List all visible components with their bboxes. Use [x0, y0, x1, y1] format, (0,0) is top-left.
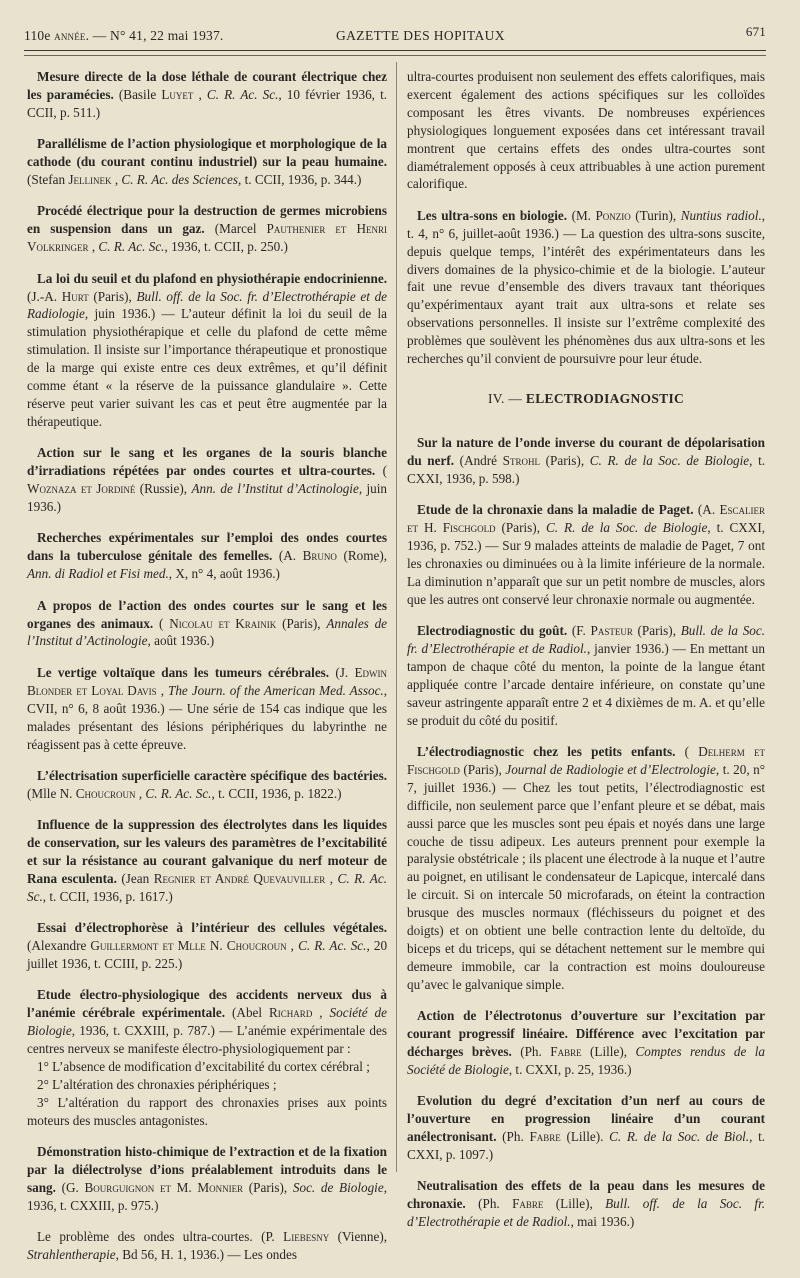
entry-title: Le vertige voltaïque dans les tumeurs cérébrales.: [37, 664, 330, 680]
entries-after-section: [407, 434, 765, 1231]
entry-pre: (Abel: [232, 1005, 263, 1021]
entry-authors: Choucroun: [75, 785, 136, 801]
bibliography-entry: [407, 1092, 765, 1164]
entry-pre: (J.: [335, 664, 349, 680]
entry-title: A propos de l’action des ondes courtes sur le sang et les organes des animaux.: [27, 597, 387, 631]
entry-journal: C. R. de la Soc. de Biologie: [545, 520, 708, 536]
entry-pre: (: [684, 744, 690, 759]
entry-rest: , t. CXXI, p. 1097.): [407, 1129, 766, 1163]
entry-affiliation: (Paris),: [463, 761, 502, 777]
entry-authors: Fabre: [550, 1044, 582, 1059]
entry-authors: Strohl: [502, 452, 541, 468]
entry-authors: Edwin Blonder et Loyal Davis: [27, 664, 388, 698]
entry-rest: , t. 4, n° 6, juillet-août 1936.) — La question des ultra-sons suscite, depuis quelque temps, l’intérêt des expérimentateurs dans les divers domaines de la physico-chimie et de la biologie. L’auteur fait une revue d’ensemble des divers travaux tant théoriques qu’expérimentaux ayant trait aux ultra-sons et relate ses observations personnelles. Il insiste sur l’extrême complexité des problèmes que soulèvent les phénomènes dus aux ultra-sons et les recherches qu’il convient de poursuivre pour leur étude.: [407, 207, 766, 367]
running-header: [24, 22, 766, 51]
entry-journal: C. R. Ac. Sc.: [298, 938, 367, 954]
entry-title: Action de l’électrotonus d’ouverture sur l’excitation par courant progressif linéaire. Différence avec l’excitation par décharges brèves.: [407, 1008, 765, 1059]
entry-journal: Comptes rendus de la Société de Biologie: [407, 1044, 766, 1077]
entry-rest: , janvier 1936.) — En mettant un tampon de chaque côté du menton, la pointe de la langue étant appliquée contre l’arcade dentaire inférieure, on constate qu’une saveur astringente apparaît entre 2 et 4 dixièmes de m. A. et qu’elle se produit du côté du positif.: [407, 640, 765, 728]
bibliography-entry: [27, 816, 387, 906]
bibliography-entry: [27, 919, 387, 973]
entry-journal: C. R. Ac. Sc.: [145, 785, 212, 801]
entry-rest: , t. CXXI, 1936, p. 598.): [407, 452, 766, 486]
right-column: [407, 68, 765, 1245]
bibliography-entry: [407, 207, 765, 368]
entry-pre: (Basile: [118, 86, 157, 102]
entry-journal: Ann. de l’Institut d’Actinologie: [191, 481, 359, 497]
issue-date: — N° 41, 22 mai 1937.: [92, 28, 224, 43]
bibliography-entry: [407, 622, 765, 729]
entry-affiliation: (Paris),: [282, 615, 321, 631]
entries-before-section: [407, 207, 765, 368]
issue-line: [24, 28, 224, 44]
bibliography-entry: [27, 1228, 387, 1264]
entry-title: Sur la nature de l’onde inverse du courant de dépolarisation du nerf.: [407, 434, 765, 468]
entry-pre: (Ph.: [502, 1129, 524, 1145]
entry-pre: (M.: [571, 207, 591, 223]
bibliography-entry: [27, 767, 387, 803]
bibliography-entry: [27, 135, 387, 189]
enumerated-item: 3° L’altération du rapport des chronaxies prises aux points moteurs des muscles antagonistes.: [27, 1094, 387, 1128]
bibliography-entry: [27, 202, 387, 256]
entry-affiliation: (Paris),: [545, 452, 585, 468]
entry-journal: Journal de Radiologie et d’Electrologie: [505, 761, 716, 777]
entry-pre: (Ph.: [478, 1196, 500, 1212]
entry-title: Action sur le sang et les organes de la souris blanche d’irradiations répétées par ondes courtes et ultra-courtes.: [27, 445, 387, 479]
entry-journal: Bull. off. de la Soc. fr. d’Electrothérapie et de Radiol.: [407, 1196, 766, 1230]
year-word: année.: [54, 28, 90, 43]
entry-journal: The Journ. of the American Med. Assoc.: [167, 682, 384, 698]
bibliography-entry: [407, 743, 765, 994]
entry-journal: Annales de l’Institut d’Actinologie: [27, 615, 388, 649]
entry-pre: (G.: [61, 1180, 79, 1196]
entry-journal: Strahlentherapie: [27, 1247, 116, 1263]
entry-pre: (: [159, 615, 164, 631]
entry-rest: , t. CCII, 1936, p. 1617.): [42, 888, 173, 904]
entry-affiliation: (Paris),: [93, 288, 132, 304]
section-number: IV. —: [487, 391, 523, 406]
entry-rest: , août 1936.): [147, 633, 215, 649]
entry-title: Les ultra-sons en biologie.: [417, 207, 568, 223]
entry-affiliation: ,: [290, 938, 294, 954]
entry-affiliation: ,: [114, 172, 119, 188]
bibliography-entry: [27, 664, 387, 754]
bibliography-entry: [407, 501, 765, 608]
page-number: 671: [745, 24, 766, 39]
bibliography-entry: [27, 986, 387, 1058]
entry-affiliation: ,: [329, 870, 334, 886]
entry-journal: Ann. di Radiol et Fisi med.: [27, 566, 169, 582]
entry-journal: C. R. Ac. Sc.: [206, 86, 279, 102]
left-column: [27, 68, 387, 1278]
journal-title: GAZETTE DES HOPITAUX: [336, 28, 505, 43]
entry-affiliation: (Turin),: [635, 207, 677, 223]
entry-authors: Regnier et André Quevauviller: [153, 870, 326, 886]
continued-text: ultra-courtes produisent non seulement des effets calorifiques, mais exercent également des actions spécifiques sur les colloïdes composant les êtres vivants. De nombreuses expériences physiologiques longuement exposées dans cet intéressant travail montrent que certains effets des ondes ultra-courtes sont diamétralement opposés à ceux attribuables à une action purement calorifique.: [407, 69, 765, 192]
entry-rest: , 10 février 1936, t. CCII, p. 511.): [27, 86, 388, 120]
entry-rest: , 1936, t. CXXIII, p. 787.) — L’anémie expérimentale des centres nerveux se manifeste électro-physiologiquement par :: [27, 1023, 387, 1057]
bibliography-entry: [27, 1143, 387, 1215]
entry-affiliation: (Lille).: [566, 1129, 604, 1145]
entry-rest: , juin 1936.) — L’auteur définit la loi du seuil de la stimulation physiothérapique et celle du plafond de cette même stimulation. Il insiste sur l’importance thérapeutique et pronostique de la marge qui existe entre ces deux extrêmes, et qu’il définit comme étant « la réserve de la puissance glandulaire ». Cette réserve peut varier suivant les cas et peut être augmentée par la thérapeutique.: [27, 306, 387, 429]
entry-journal: C. R. Ac. Sc.: [27, 870, 387, 904]
entry-pre: (Alexandre: [27, 938, 87, 954]
entry-pre: (J.-A.: [27, 288, 58, 304]
entry-title: Etude de la chronaxie dans la maladie de Paget.: [417, 502, 694, 518]
entry-authors: Liebesny: [283, 1229, 330, 1245]
entry-journal: Bull. de la Soc. fr. d’Electrothérapie et de Radiol.: [407, 623, 766, 656]
enumerated-item: 2° L’altération des chronaxies périphériques ;: [37, 1077, 277, 1092]
entry-authors: Pauthenier et Henri Volkringer: [27, 221, 388, 255]
entry-authors: Fabre: [512, 1196, 544, 1212]
entry-rest: , 20 juillet 1936, t. CCIII, p. 225.): [27, 938, 388, 972]
entry-affiliation: (Paris),: [248, 1180, 288, 1196]
entry-pre: (A.: [697, 502, 716, 518]
entry-title: Influence de la suppression des électrolytes dans les liquides de conservation, sur les valeurs des paramètres de l’excitabilité et sur la résistance au courant galvanique du nerf moteur de Rana esculenta.: [27, 817, 387, 886]
entry-affiliation: ,: [91, 239, 96, 255]
entry-pre: (Mlle N.: [27, 785, 73, 801]
entry-pre: (Ph.: [520, 1044, 542, 1059]
entry-authors: Guillermont et Mlle N. Choucroun: [90, 938, 287, 954]
entry-title: Démonstration histo-chimique de l’extraction et de la fixation par la diélectrolyse d’ions préalablement introduits dans le sang.: [27, 1144, 387, 1196]
entry-title: Essai d’électrophorèse à l’intérieur des cellules végétales.: [37, 920, 387, 936]
bibliography-entry: [407, 1007, 765, 1079]
entry-title: Le problème des ondes ultra-courtes.: [37, 1229, 253, 1245]
entry-affiliation: ,: [160, 682, 164, 698]
entry-authors: Ponzio: [595, 207, 631, 223]
entry-pre: (Jean: [121, 870, 150, 886]
entry-affiliation: (Russie),: [139, 481, 188, 497]
enumerated-item: 1° L’absence de modification d’excitabilité du cortex cérébral ;: [37, 1059, 370, 1075]
entry-authors: Hurt: [61, 288, 89, 304]
entry-title: Etude électro-physiologique des accidents nerveux dus à l’anémie cérébrale expérimentale.: [27, 987, 387, 1021]
entry-rest: , X, n° 4, août 1936.): [168, 566, 280, 582]
entry-rest: , 1936, t. CXXIII, p. 975.): [27, 1180, 387, 1213]
entry-pre: (Stefan: [27, 172, 66, 188]
entry-authors: Bourguignon et M. Monnier: [84, 1180, 244, 1196]
bibliography-entry: [27, 68, 387, 122]
entry-journal: C. R. Ac. des Sciences: [121, 172, 238, 188]
entry-authors: Jellinek: [68, 172, 112, 188]
entry-rest: , Bd 56, H. 1, 1936.) — Les ondes: [115, 1247, 297, 1263]
entry-affiliation: ,: [138, 785, 143, 801]
header-rule: [24, 55, 766, 56]
entry-title: Mesure directe de la dose léthale de courant électrique chez les paramécies.: [27, 69, 387, 102]
entry-pre: (Marcel: [214, 221, 257, 237]
bibliography-entry: [27, 444, 387, 516]
entry-affiliation: (Paris),: [501, 520, 540, 536]
entry-title: Recherches expérimentales sur l’emploi des ondes courtes dans la tuberculose génitale des femelles.: [27, 530, 387, 564]
entry-title: Evolution du degré d’excitation d’un nerf au cours de l’ouverture en progression linéaire d’un courant anélectronisant.: [407, 1093, 765, 1145]
section-title: ELECTRODIAGNOSTIC: [525, 391, 685, 406]
entry-affiliation: (Vienne),: [337, 1229, 388, 1245]
entry-rest: , mai 1936.): [570, 1214, 635, 1230]
entry-rest: , CVII, n° 6, 8 août 1936.) — Une série de 154 cas indique que les malades présentant des lésions périphériques du labyrinthe ne réagissent pas à cette épreuve.: [27, 682, 388, 752]
entry-pre: (A.: [278, 548, 297, 564]
entry-affiliation: ,: [319, 1005, 323, 1021]
entry-pre: (P.: [261, 1229, 275, 1245]
entry-title: Parallélisme de l’action physiologique et morphologique de la cathode (du courant continu industriel) sur la peau humaine.: [27, 136, 387, 170]
entry-affiliation: (Paris),: [637, 623, 676, 639]
entry-title: La loi du seuil et du plafond en physiothérapie endocrinienne.: [37, 270, 387, 286]
entry-authors: Bruno: [302, 548, 337, 564]
entry-rest: , t. CCII, 1936, p. 1822.): [211, 785, 342, 801]
entry-authors: Pasteur: [590, 623, 633, 639]
entry-journal: Société de Biologie: [27, 1005, 388, 1039]
entry-title: Electrodiagnostic du goût.: [417, 623, 568, 639]
column-divider: [396, 62, 397, 1172]
entry-authors: Fabre: [529, 1129, 561, 1145]
entry-rest: , 1936, t. CCII, p. 250.): [164, 239, 288, 255]
entry-affiliation: (Lille),: [590, 1044, 628, 1059]
entry-authors: Nicolau et Krainik: [169, 615, 277, 631]
entry-rest: , t. 20, n° 7, juillet 1936.) — Chez les tout petits, l’électrodiagnostic est difficile, non seulement parce que l’enfant pleure et se débat, mais aussi parce que les muscles sont peu épais et noyés dans une large couche de tissu adipeux. Les auteurs prennent pour exemple la paralysie obstétricale ; ils placent une électrode à la nuque et l’autre au poignet, en utilisant le condensateur de Lapicque, intercalé dans le circuit. Si on intercale 50 microfarads, on éteint la contraction brusque des muscles normaux (fléchisseurs du poignet et des doigts) et on obtient une belle contraction lente du deltoïde, du biceps et du triceps, qui se détachent nettement sur le membre qui demeure immobile, car la contraction est moins douloureuse qu’avec le galvanique simple.: [407, 761, 766, 992]
entry-authors: Woznaza et Jordiné: [27, 481, 136, 497]
bibliography-entry: [27, 270, 387, 431]
entry-authors: Richard: [269, 1005, 313, 1021]
entry-journal: Soc. de Biologie: [292, 1180, 384, 1196]
entry-journal: C. R. Ac. Sc.: [98, 239, 165, 255]
entry-title: L’électrisation superficielle caractère spécifique des bactéries.: [37, 767, 387, 783]
year: 110e: [24, 28, 51, 43]
entry-rest: , t. CCII, 1936, p. 344.): [237, 172, 362, 188]
entry-pre: (F.: [571, 623, 586, 639]
entry-pre: (André: [459, 452, 498, 468]
entry-rest: , t. CXXI, 1936, p. 752.) — Sur 9 malades atteints de maladie de Paget, 7 ont les chronaxies ou diminuées ou à la limite inférieure de la normale. La diminution n’apparaît que sur un petit nombre de muscles, alors que les autres ont conservé leur chronaxie normale ou augmentée.: [407, 520, 766, 607]
section-heading: [407, 390, 765, 408]
entry-title: Procédé électrique pour la destruction de germes microbiens en suspension dans un gaz.: [27, 203, 387, 237]
entry-title: Neutralisation des effets de la peau dans les mesures de chronaxie.: [407, 1178, 765, 1212]
entry-title: L’électrodiagnostic chez les petits enfants.: [417, 744, 676, 759]
entry-journal: Nuntius radiol.: [680, 207, 762, 223]
entry-journal: C. R. de la Soc. de Biol.: [609, 1129, 750, 1145]
entry-authors: Escalier et H. Fischgold: [407, 502, 766, 536]
entry-affiliation: (Lille),: [555, 1196, 593, 1212]
entry-authors: Delherm et Fischgold: [407, 744, 766, 777]
entry-journal: C. R. de la Soc. de Biologie: [589, 452, 750, 468]
entry-pre: (: [382, 463, 387, 479]
bibliography-entry: [27, 529, 387, 583]
entry-journal: Bull. off. de la Soc. fr. d’Electrothérapie et de Radiologie: [27, 288, 388, 322]
entry-affiliation: ,: [198, 86, 202, 102]
bibliography-entry: [407, 434, 765, 488]
bibliography-entry: [407, 1177, 765, 1231]
entry-rest: , t. CXXI, p. 25, 1936.): [508, 1061, 632, 1077]
entry-authors: Luyet: [161, 86, 194, 102]
entry-rest: , juin 1936.): [27, 481, 388, 515]
entry-affiliation: (Rome),: [343, 548, 388, 564]
bibliography-entry: [27, 597, 387, 651]
